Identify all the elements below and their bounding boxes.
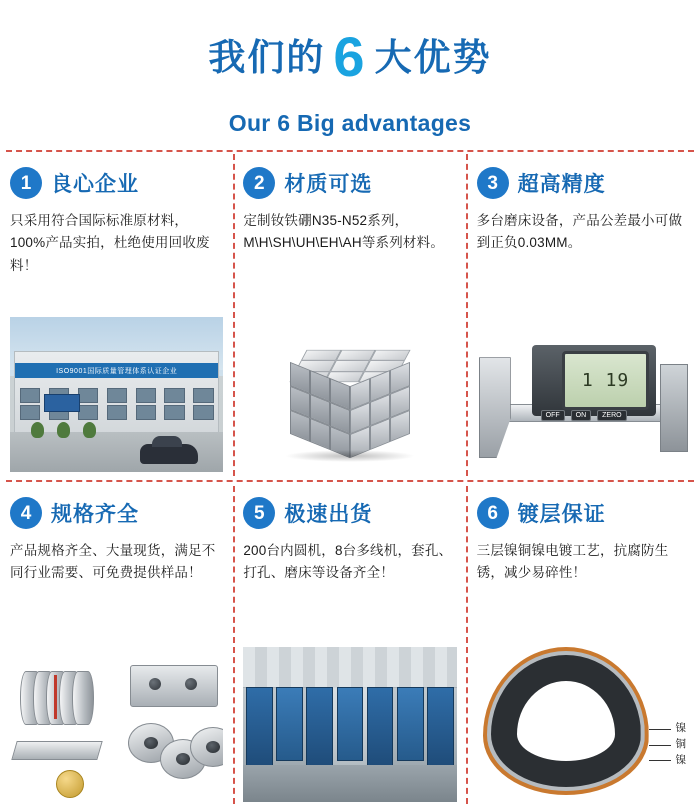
advantage-2-head	[243, 164, 456, 202]
advantage-4-title: 规格齐全	[51, 503, 139, 526]
tree	[31, 422, 44, 438]
machine-row	[243, 687, 456, 765]
advantage-card-6	[467, 480, 700, 810]
assorted-magnets-photo	[10, 647, 223, 802]
digital-caliper-photo	[477, 317, 690, 472]
car	[140, 444, 198, 464]
advantage-6-head	[477, 494, 690, 532]
magnet-cube	[288, 340, 412, 450]
poster-header	[0, 0, 700, 150]
advantages-row-1	[0, 150, 700, 480]
disc-magnet-stack	[20, 671, 94, 727]
caliper-jaw-right	[660, 364, 688, 453]
factory-floor	[243, 765, 456, 802]
advantage-1-head	[10, 164, 223, 202]
advantage-5-head	[243, 494, 456, 532]
advantage-4-text: 产品规格齐全、大量现货，满足不同行业需要、可免费提供样品！	[10, 543, 216, 581]
advantages-row-2	[0, 480, 700, 810]
factory-roof	[243, 647, 456, 688]
building-banner-text: ISO9001国际质量管理体系认证企业	[15, 363, 218, 378]
factory-building-photo	[10, 317, 223, 472]
layer-label-1: 镍	[649, 721, 686, 737]
building	[14, 351, 219, 434]
advantage-3-title: 超高精度	[517, 173, 606, 196]
advantage-card-1	[0, 150, 233, 480]
advantage-4-head	[10, 494, 223, 532]
tree	[57, 422, 70, 438]
advantage-3-head	[477, 164, 690, 202]
advantage-2-image	[243, 317, 456, 472]
caliper-buttons: OFF ON ZERO	[541, 410, 639, 421]
advantage-1-text: 只采用符合国际标准原材料，100%产品实拍，杜绝使用回收废料！	[10, 213, 210, 273]
title-number: 6	[333, 25, 367, 88]
title-prefix: 我们的	[208, 37, 326, 78]
layer-label-2: 铜	[649, 737, 686, 753]
magnet-cube-photo	[243, 317, 456, 472]
workshop-machines-photo	[243, 647, 456, 802]
advantage-1-image	[10, 317, 223, 472]
tree	[83, 422, 96, 438]
advantage-2-number: 2	[243, 167, 275, 199]
title-suffix: 大优势	[374, 37, 492, 78]
advantage-5-number: 5	[243, 497, 275, 529]
advantage-4-image	[10, 647, 223, 802]
advantage-card-3	[467, 150, 700, 480]
advantage-1-title: 良心企业	[51, 173, 139, 196]
advantage-3-number: 3	[477, 167, 509, 199]
advantage-4-number: 4	[10, 497, 42, 529]
advantage-5-image	[243, 647, 456, 802]
advantage-5-text: 200台内圆机，8台多线机，套孔、打孔、磨床等设备齐全！	[243, 543, 453, 581]
coin-for-scale	[56, 770, 84, 798]
coating-cross-section-diagram	[477, 647, 690, 802]
cube-shadow	[285, 450, 415, 462]
caliper-display: 1 19	[562, 351, 649, 410]
page-title	[0, 26, 700, 88]
advantage-6-text: 三层镍铜镍电镀工艺，抗腐防生锈，减少易碎性！	[476, 543, 669, 581]
advantage-card-4	[0, 480, 233, 810]
advantage-card-2	[233, 150, 466, 480]
advantage-3-text: 多台磨床设备，产品公差最小可做到正负0.03MM。	[476, 213, 683, 251]
advantage-card-5	[233, 480, 466, 810]
advantage-2-title: 材质可选	[284, 173, 373, 196]
advantage-1-number: 1	[10, 167, 42, 199]
advantage-3-image	[477, 317, 690, 472]
block-magnet-with-countersinks	[130, 665, 218, 707]
bar-magnet	[11, 741, 102, 760]
advantage-6-title: 镀层保证	[517, 503, 606, 526]
entrance-sign	[44, 394, 80, 412]
caliper-jaw-left	[479, 357, 511, 458]
advantage-6-number: 6	[477, 497, 509, 529]
layer-label-3: 镍	[649, 753, 686, 769]
advantages-grid	[0, 150, 700, 810]
advantage-2-text: 定制钕铁硼N35-N52系列，M\H\SH\UH\EH\AH等系列材料。	[243, 213, 445, 251]
coating-layer-labels	[649, 721, 686, 768]
advantage-6-image	[477, 647, 690, 802]
page-subtitle: Our 6 Big advantages	[228, 109, 472, 136]
advantage-5-title: 极速出货	[284, 503, 373, 526]
